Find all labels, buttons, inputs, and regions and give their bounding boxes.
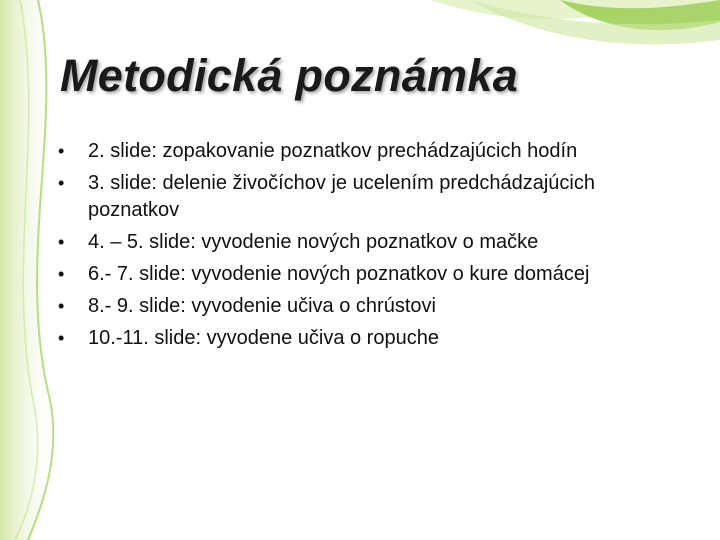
bullet-dot-icon: • bbox=[58, 173, 65, 193]
list-item bbox=[58, 293, 658, 320]
bullet-dot-icon: • bbox=[58, 141, 65, 161]
list-item-text: 6.- 7. slide: vyvodenie nových poznatkov o kure domácej bbox=[88, 263, 590, 285]
left-green-band bbox=[0, 0, 59, 540]
bullet-dot-icon: • bbox=[58, 232, 65, 252]
bullet-dot-icon: • bbox=[58, 328, 65, 348]
bullet-dot-icon: • bbox=[58, 264, 65, 284]
list-item bbox=[58, 170, 658, 224]
list-item-text: 2. slide: zopakovanie poznatkov prechádzajúcich hodín bbox=[88, 140, 578, 162]
list-item-text: 4. – 5. slide: vyvodenie nových poznatkov o mačke bbox=[88, 231, 539, 253]
list-item-text: 10.-11. slide: vyvodene učiva o ropuche bbox=[88, 327, 439, 349]
slide-title: Metodická poznámka bbox=[60, 50, 519, 101]
list-item bbox=[58, 261, 658, 288]
bullet-list bbox=[58, 138, 658, 357]
list-item-text: 8.- 9. slide: vyvodenie učiva o chrústovi bbox=[88, 295, 436, 317]
bullet-dot-icon: • bbox=[58, 296, 65, 316]
list-item bbox=[58, 325, 658, 352]
list-item bbox=[58, 138, 658, 165]
list-item-text: 3. slide: delenie živočíchov je ucelením predchádzajúcich poznatkov bbox=[88, 172, 595, 221]
list-item bbox=[58, 229, 658, 256]
